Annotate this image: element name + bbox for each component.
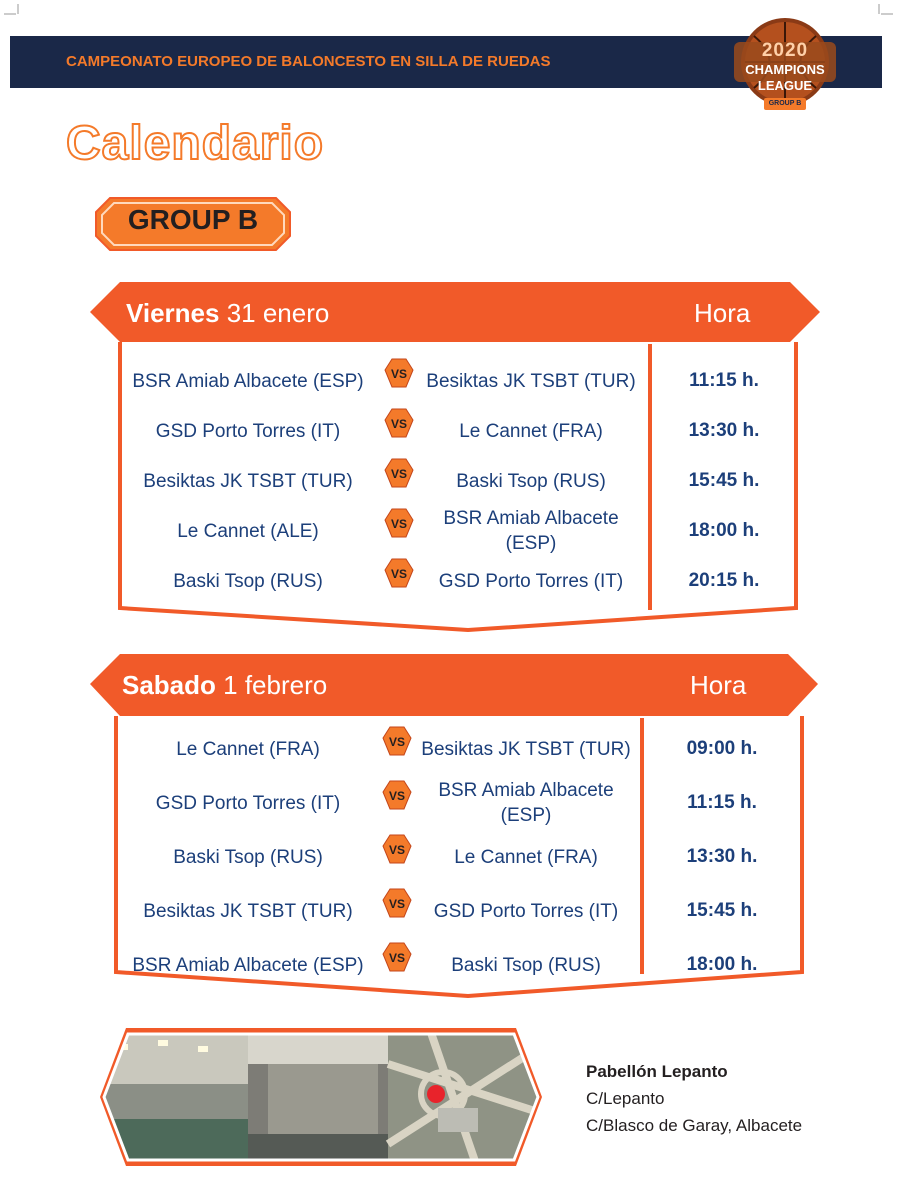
svg-text:VS: VS <box>388 897 406 911</box>
svg-text:VS: VS <box>390 417 408 431</box>
home-team: Baski Tsop (RUS) <box>173 570 323 592</box>
venue-photos <box>98 1024 544 1170</box>
vs-icon <box>382 726 412 756</box>
match-row <box>88 888 824 934</box>
home-team: Besiktas JK TSBT (TUR) <box>143 470 353 492</box>
vs-icon <box>384 508 414 538</box>
match-row <box>88 558 824 604</box>
svg-text:VS: VS <box>390 567 408 581</box>
vs-icon <box>384 558 414 588</box>
match-row <box>88 942 824 988</box>
match-time: 18:00 h. <box>686 954 758 975</box>
page-title: Calendario <box>66 117 325 170</box>
logo-line1: CHAMPIONS <box>745 62 825 77</box>
logo-line2: LEAGUE <box>757 78 813 93</box>
away-team: BSR Amiab Albacete (ESP) <box>443 508 619 554</box>
home-team: BSR Amiab Albacete (ESP) <box>132 370 364 392</box>
match-row <box>88 780 824 826</box>
home-team: GSD Porto Torres (IT) <box>155 792 341 814</box>
vs-icon <box>382 942 412 972</box>
match-row <box>88 358 824 404</box>
home-team: Le Cannet (FRA) <box>176 738 320 760</box>
away-team: Baski Tsop (RUS) <box>451 954 601 976</box>
svg-text:VS: VS <box>388 951 406 965</box>
logo-year: 2020 <box>761 40 809 61</box>
crop-mark-top-right <box>867 4 893 30</box>
home-team: Besiktas JK TSBT (TUR) <box>143 900 353 922</box>
day-label: Viernes 31 enero <box>126 298 330 328</box>
match-time: 18:00 h. <box>688 520 760 541</box>
venue-name: Pabellón Lepanto <box>586 1062 728 1081</box>
vs-icon <box>384 458 414 488</box>
map-pin-icon <box>427 1085 445 1103</box>
match-time: 15:45 h. <box>686 900 758 921</box>
match-row <box>88 408 824 454</box>
day-label: Sabado 1 febrero <box>122 670 328 700</box>
svg-text:VS: VS <box>388 843 406 857</box>
home-team: Baski Tsop (RUS) <box>173 846 323 868</box>
schedule-day-1 <box>88 278 824 634</box>
vs-icon <box>382 834 412 864</box>
svg-text:VS: VS <box>390 467 408 481</box>
match-time: 13:30 h. <box>686 846 758 867</box>
home-team: Le Cannet (ALE) <box>177 520 319 542</box>
match-row <box>88 458 824 504</box>
champions-league-logo <box>724 12 846 112</box>
venue-address-2: C/Blasco de Garay, Albacete <box>586 1116 803 1135</box>
championship-title: CAMPEONATO EUROPEO DE BALONCESTO EN SILLA DE RUEDAS <box>66 53 551 70</box>
match-row <box>88 508 824 554</box>
svg-text:VS: VS <box>390 367 408 381</box>
match-row <box>88 726 824 772</box>
hora-label: Hora <box>694 298 751 328</box>
schedule-day-2 <box>88 650 824 1006</box>
match-time: 11:15 h. <box>689 370 759 391</box>
away-team: Besiktas JK TSBT (TUR) <box>426 370 636 392</box>
crop-mark-top-left <box>4 4 30 30</box>
away-team: Le Cannet (FRA) <box>459 420 603 442</box>
match-time: 20:15 h. <box>688 570 760 591</box>
away-team: GSD Porto Torres (IT) <box>433 900 619 922</box>
away-team: Le Cannet (FRA) <box>454 846 598 868</box>
match-row <box>88 834 824 880</box>
svg-text:VS: VS <box>390 517 408 531</box>
group-label: GROUP B <box>127 204 259 235</box>
away-team: Besiktas JK TSBT (TUR) <box>421 738 631 760</box>
match-time: 09:00 h. <box>686 738 758 759</box>
svg-text:VS: VS <box>388 735 406 749</box>
vs-icon <box>382 780 412 810</box>
away-team: GSD Porto Torres (IT) <box>438 570 624 592</box>
vs-icon <box>384 408 414 438</box>
venue-address-1: C/Lepanto <box>586 1089 665 1108</box>
home-team: GSD Porto Torres (IT) <box>155 420 341 442</box>
vs-icon <box>382 888 412 918</box>
svg-text:VS: VS <box>388 789 406 803</box>
vs-icon <box>384 358 414 388</box>
away-team: BSR Amiab Albacete (ESP) <box>438 780 614 826</box>
away-team: Baski Tsop (RUS) <box>456 470 606 492</box>
match-time: 13:30 h. <box>688 420 760 441</box>
match-time: 11:15 h. <box>687 792 757 813</box>
match-time: 15:45 h. <box>688 470 760 491</box>
hora-label: Hora <box>690 670 747 700</box>
group-badge <box>94 196 292 252</box>
home-team: BSR Amiab Albacete (ESP) <box>132 954 364 976</box>
venue-info <box>586 1058 802 1139</box>
logo-badge: GROUP B <box>768 100 802 107</box>
